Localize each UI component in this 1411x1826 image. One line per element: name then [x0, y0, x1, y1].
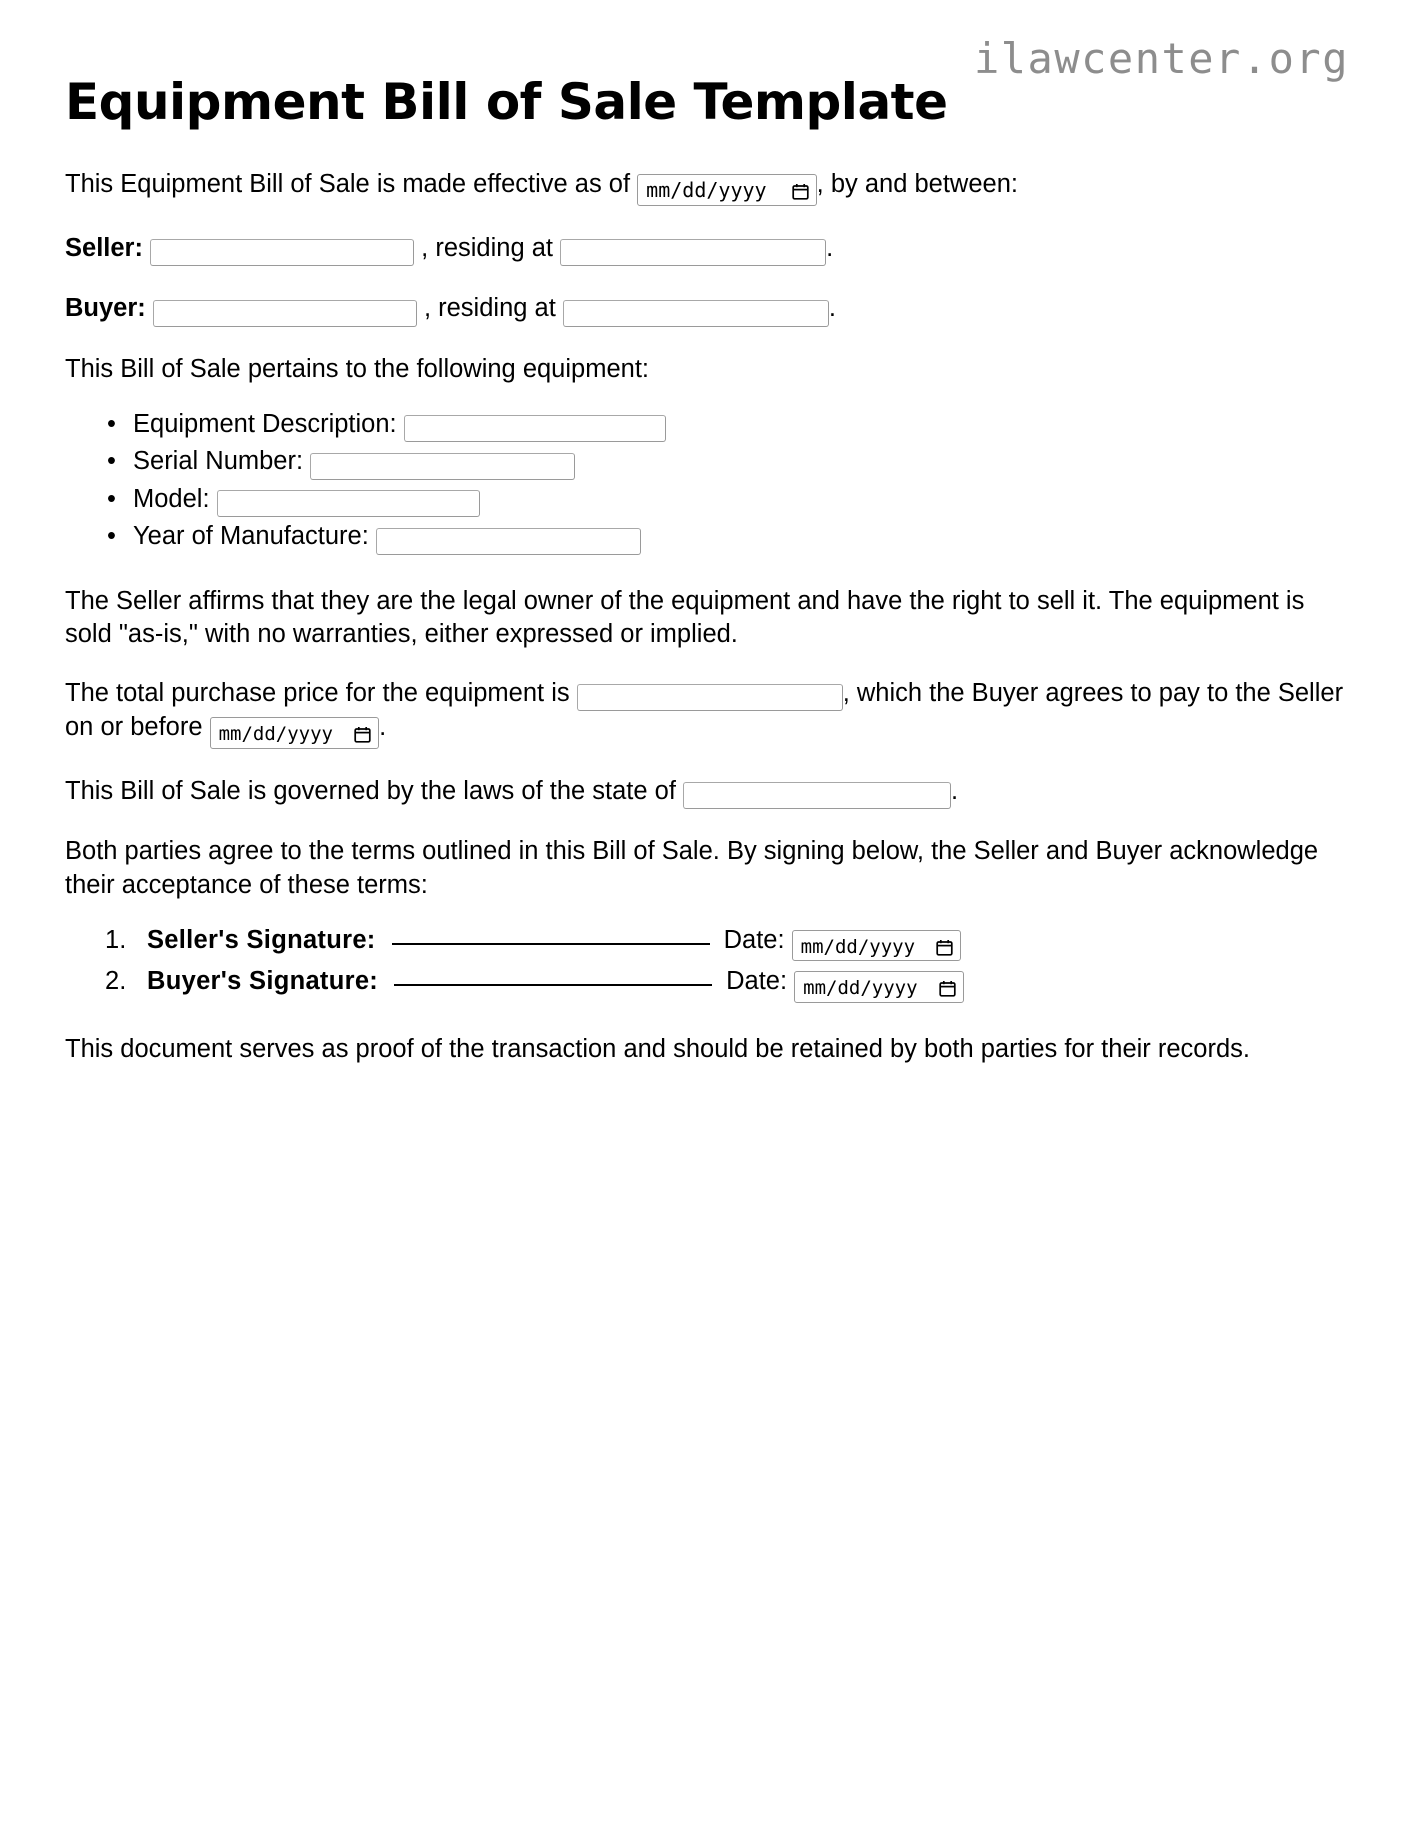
calendar-icon[interactable] — [354, 723, 371, 740]
intro-paragraph — [65, 168, 1350, 206]
equipment-field-list — [65, 409, 1350, 555]
list-item-equipment-description — [105, 409, 1350, 443]
calendar-icon[interactable] — [792, 180, 809, 197]
payment-terminator: . — [379, 713, 387, 742]
effective-date-value: mm/dd/yyyy — [646, 178, 767, 202]
seller-signature-date-input[interactable] — [792, 930, 961, 962]
payment-date-input[interactable] — [210, 717, 379, 749]
seller-address-input[interactable] — [560, 239, 826, 266]
seller-residing-text: , residing at — [421, 233, 553, 262]
serial-number-label: Serial Number: — [133, 447, 304, 476]
list-item-year-of-manufacture — [105, 524, 1350, 555]
buyer-label: Buyer: — [65, 294, 146, 322]
signature-list — [65, 925, 1350, 1003]
seller-date-label: Date: — [723, 925, 785, 954]
list-item-seller-signature — [105, 925, 1350, 962]
site-watermark: ilawcenter.org — [973, 34, 1349, 83]
equipment-description-label: Equipment Description: — [133, 409, 397, 438]
list-item-buyer-signature — [105, 969, 1350, 1003]
list-item-serial-number — [105, 449, 1350, 480]
closing-paragraph: This document serves as proof of the transaction and should be retained by both parties for their records. — [65, 1034, 1250, 1063]
buyer-address-input[interactable] — [563, 300, 829, 327]
governing-law-text: This Bill of Sale is governed by the laws of the state of — [65, 776, 676, 805]
equipment-description-input[interactable] — [404, 415, 666, 442]
purchase-price-input[interactable] — [577, 684, 843, 711]
buyer-signature-line[interactable] — [394, 983, 712, 986]
model-input[interactable] — [217, 490, 480, 517]
year-of-manufacture-input[interactable] — [376, 528, 641, 555]
price-text-before: The total purchase price for the equipment is — [65, 678, 570, 707]
buyer-signature-date-input[interactable] — [794, 971, 963, 1003]
page-title: Equipment Bill of Sale Template — [65, 73, 948, 131]
price-text-after: , which the Buyer agrees to pay to the Seller on or before — [65, 678, 1344, 742]
seller-signature-date-value: mm/dd/yyyy — [800, 935, 916, 958]
seller-name-input[interactable] — [150, 239, 414, 266]
buyer-signature-date-value: mm/dd/yyyy — [803, 977, 918, 1000]
buyer-row — [65, 292, 1350, 327]
seller-row — [65, 232, 1350, 267]
model-label: Model: — [133, 484, 210, 513]
payment-date-value: mm/dd/yyyy — [218, 723, 333, 746]
buyer-terminator: . — [828, 294, 836, 322]
serial-number-input[interactable] — [310, 453, 575, 480]
purchase-price-paragraph — [65, 677, 1350, 749]
year-of-manufacture-label: Year of Manufacture: — [133, 522, 369, 551]
state-input[interactable] — [683, 782, 951, 809]
buyer-signature-label: Buyer's Signature: — [147, 967, 379, 996]
agreement-paragraph: Both parties agree to the terms outlined in this Bill of Sale. By signing below, the Seller and Buyer acknowledge their acceptance of these terms: — [65, 837, 1319, 899]
intro-text-before-date: This Equipment Bill of Sale is made effective as of — [65, 170, 631, 198]
governing-law-terminator: . — [951, 776, 959, 805]
calendar-icon[interactable] — [936, 936, 953, 953]
equipment-intro-paragraph: This Bill of Sale pertains to the following equipment: — [65, 354, 649, 383]
intro-text-after-date: , by and between: — [816, 170, 1018, 198]
calendar-icon[interactable] — [939, 977, 956, 994]
affirmation-paragraph: The Seller affirms that they are the legal owner of the equipment and have the right to sell it. The equipment is sold "as-is," with no warranties, either expressed or implied. — [65, 586, 1305, 648]
document-content — [65, 74, 1350, 1092]
governing-law-paragraph — [65, 775, 1350, 810]
list-item-model — [105, 484, 1350, 518]
seller-terminator: . — [826, 233, 834, 262]
buyer-name-input[interactable] — [153, 300, 417, 327]
effective-date-input[interactable] — [637, 174, 817, 206]
seller-signature-label: Seller's Signature: — [147, 925, 376, 954]
seller-signature-line[interactable] — [392, 942, 710, 945]
buyer-date-label: Date: — [726, 967, 788, 996]
seller-label: Seller: — [65, 233, 143, 262]
buyer-residing-text: , residing at — [423, 294, 556, 322]
